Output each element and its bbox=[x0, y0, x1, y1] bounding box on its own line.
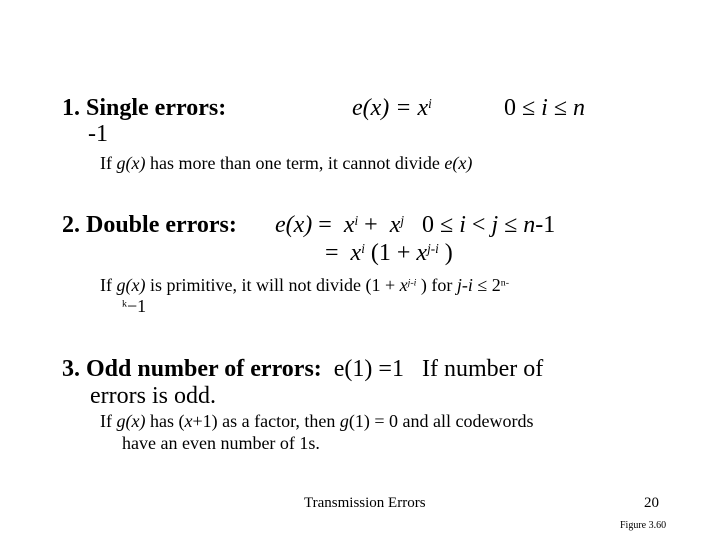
section1-equation: $e(x) = x^i$ bbox=[352, 95, 432, 121]
section3-note: If g(x) has (x+1) as a factor, then g(1) = 0 and all codewords bbox=[100, 411, 534, 431]
page-number: 20 bbox=[644, 495, 659, 511]
section2-note: If g(x) is primitive, it will not divide ($1 + x^{j-i}$ ) for $j-i \le 2^{n-}$ bbox=[100, 275, 510, 295]
figure-label: Figure 3.60 bbox=[620, 520, 667, 531]
range-lo: 0 bbox=[504, 95, 516, 121]
section2-equation-line1: $e(x) = x^i + x^j$ 0 ≤ i < j ≤ n-1 bbox=[275, 212, 556, 238]
section3-label: 3. Odd number of errors: bbox=[62, 356, 322, 382]
eq-rhs: x bbox=[417, 95, 429, 121]
section1-note: If g(x) has more than one term, it cannot divide e(x) bbox=[100, 153, 473, 173]
section3-line1 bbox=[62, 356, 543, 383]
section3-condition-cont: errors is odd. bbox=[90, 383, 216, 409]
section2-label: 2. Double errors: bbox=[62, 212, 237, 238]
section3-note-line2: have an even number of 1s. bbox=[122, 433, 320, 453]
section1-range-tail: -1 bbox=[88, 121, 108, 147]
range-var: i bbox=[541, 95, 548, 121]
section3-equation: e(1) =1 bbox=[333, 356, 404, 382]
section2-equation-line2: = $x^i$ ($1 + x^{j-i}$ ) bbox=[325, 240, 453, 266]
eq-lhs: e(x) bbox=[352, 95, 390, 121]
footer-title: Transmission Errors bbox=[304, 495, 426, 511]
section2-note-cont: $^k$−1 bbox=[122, 296, 147, 316]
range-hi: n bbox=[573, 95, 586, 121]
section1-label: 1. Single errors: bbox=[62, 95, 227, 121]
section1-range: 0 ≤ i ≤ n bbox=[504, 95, 586, 121]
eq-rhs-sup: i bbox=[428, 95, 432, 111]
section3-condition: If number of bbox=[421, 356, 544, 382]
